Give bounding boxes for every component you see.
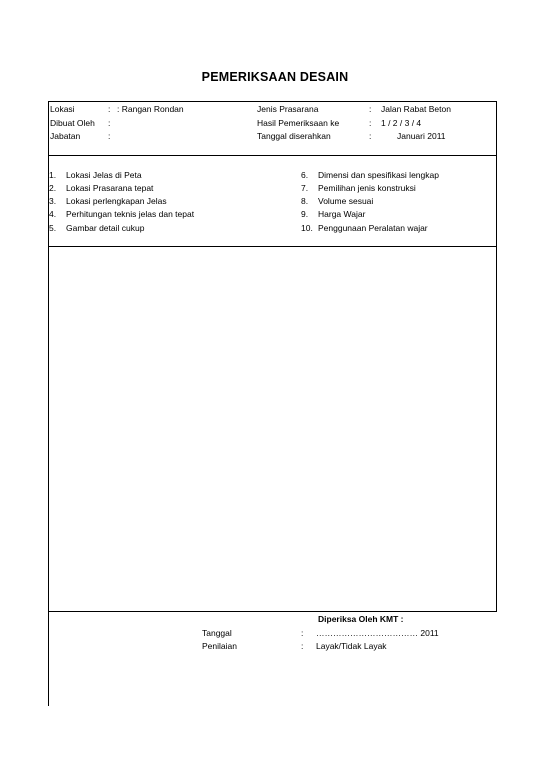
checklist-num: 8. [301,196,309,206]
checklist-num: 4. [49,209,57,219]
checklist-num: 1. [49,170,57,180]
field-label-jabatan: Jabatan [50,131,81,141]
page-title: PEMERIKSAAN DESAIN [201,70,349,84]
field-label-jenis-prasarana: Jenis Prasarana [257,104,319,114]
checklist-item: Penggunaan Peralatan wajar [318,223,428,233]
checklist-num: 9. [301,209,309,219]
checklist-item: Lokasi perlengkapan Jelas [66,196,167,206]
checklist-num: 2. [49,183,57,193]
checklist-item: Volume sesuai [318,196,374,206]
field-value-jenis-prasarana: Jalan Rabat Beton [381,104,451,114]
field-label-lokasi: Lokasi [50,104,75,114]
checklist-item: Lokasi Jelas di Peta [66,170,142,180]
frame-right-line [496,101,497,611]
frame-top-line [48,101,497,102]
checklist-num: 3. [49,196,57,206]
footer-assessment-label: Penilaian [202,641,237,651]
checklist-item: Lokasi Prasarana tepat [66,183,154,193]
field-value-lokasi: : Rangan Rondan [117,104,184,114]
checklist-item: Gambar detail cukup [66,223,145,233]
field-label-tanggal-diserahkan: Tanggal diserahkan [257,131,331,141]
footer-date-sep: : [301,628,304,638]
checklist-item: Harga Wajar [318,209,366,219]
field-sep-hasil-pemeriksaan: : [369,118,372,128]
header-divider [48,155,497,156]
field-label-hasil-pemeriksaan: Hasil Pemeriksaan ke [257,118,340,128]
checklist-item: Perhitungan teknis jelas dan tepat [66,209,195,219]
checked-by-label: Diperiksa Oleh KMT : [318,614,404,624]
field-sep-lokasi: : [108,104,111,114]
footer-assessment-sep: : [301,641,304,651]
footer-divider [48,611,497,612]
footer-date-value: ……………………………… 2011 [316,628,439,638]
field-value-hasil-pemeriksaan: 1 / 2 / 3 / 4 [381,118,422,128]
checklist-divider [48,246,497,247]
field-value-tanggal-diserahkan: Januari 2011 [397,131,446,141]
checklist-num: 7. [301,183,309,193]
field-label-dibuat-oleh: Dibuat Oleh [50,118,95,128]
checklist-item: Dimensi dan spesifikasi lengkap [318,170,439,180]
checklist-num: 6. [301,170,309,180]
field-sep-jenis-prasarana: : [369,104,372,114]
checklist-item: Pemilihan jenis konstruksi [318,183,416,193]
field-sep-jabatan: : [108,131,111,141]
checklist-num: 10. [301,223,313,233]
field-sep-tanggal-diserahkan: : [369,131,372,141]
footer-assessment-value: Layak/Tidak Layak [316,641,387,651]
checklist-num: 5. [49,223,57,233]
footer-date-label: Tanggal [202,628,232,638]
field-sep-dibuat-oleh: : [108,118,111,128]
